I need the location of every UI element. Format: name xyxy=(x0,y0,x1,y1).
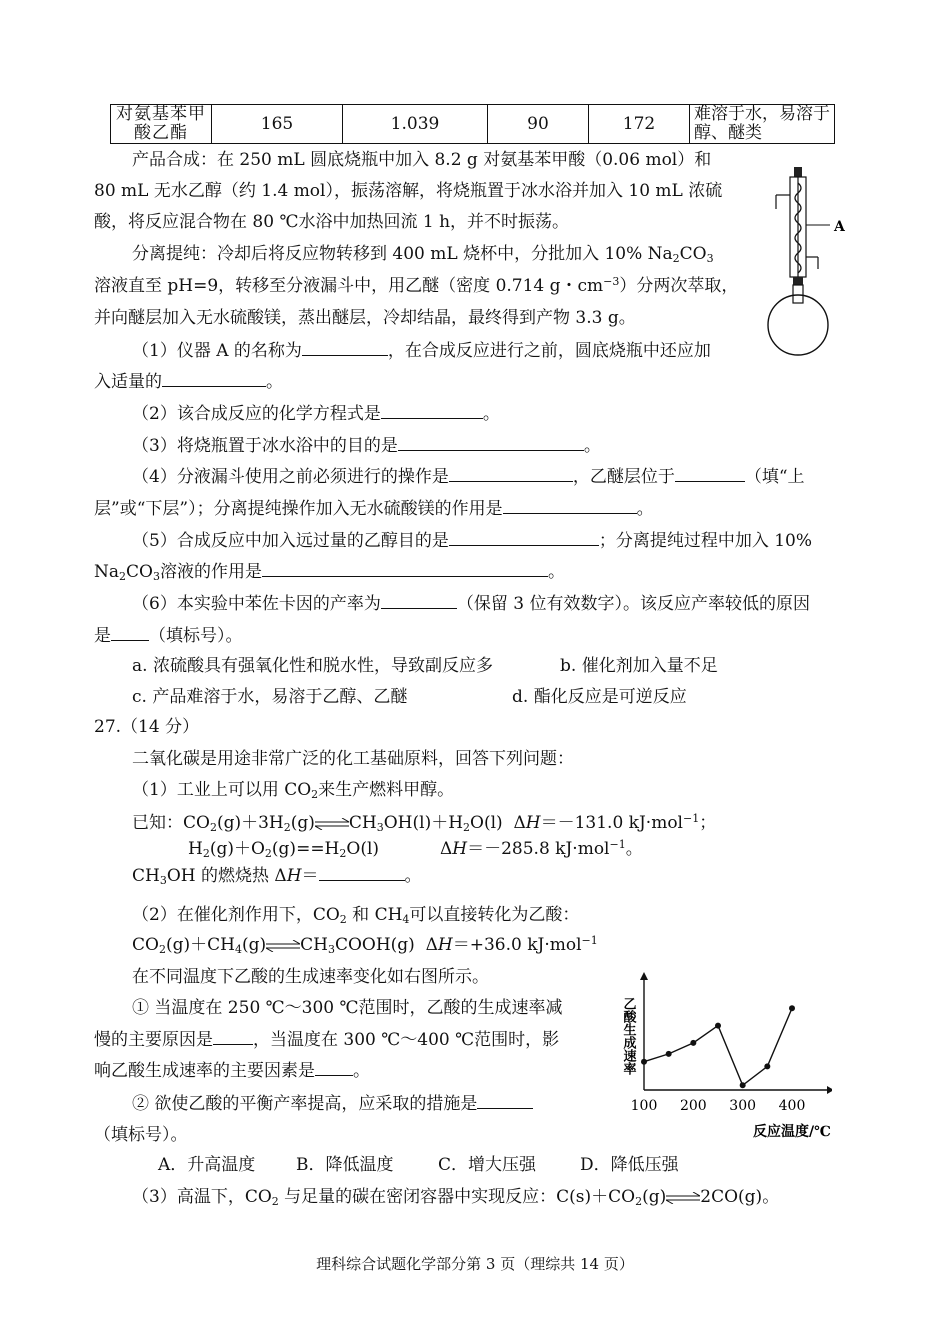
answer-blank[interactable] xyxy=(302,339,388,356)
option-C: C．增大压强 xyxy=(438,1155,537,1175)
question-1: （1）仪器 A 的名称为 ，在合成反应进行之前，圆底烧瓶中还应加 xyxy=(132,341,711,361)
equilibrium-arrow-icon xyxy=(315,818,349,830)
text-line: 溶液直至 pH=9，转移至分液漏斗中，用乙醚（密度 0.714 g・$cm^{-3}$）分两次萃取， xyxy=(94,275,739,296)
equation-1: 已知：$CO_2(g)+3H_2(g)$ $CH_3OH(l)+H_2O(l)$ ΔH＝－131.0 kJ·mol$^{-1}$； xyxy=(132,812,717,834)
x-tick-label: 200 xyxy=(679,1098,707,1114)
data-point xyxy=(764,1063,770,1069)
x-tick-label: 100 xyxy=(630,1098,658,1114)
question-3: （3）将烧瓶置于冰水浴中的目的是 。 xyxy=(132,436,601,456)
answer-blank[interactable] xyxy=(315,1059,353,1076)
data-point xyxy=(715,1023,721,1029)
answer-blank[interactable] xyxy=(398,434,584,451)
page-footer: 理科综合试题化学部分第 3 页（理综共 14 页） xyxy=(316,1255,634,1273)
series-line xyxy=(644,1008,792,1085)
table-row xyxy=(111,105,835,144)
answer-blank[interactable] xyxy=(477,1092,533,1109)
property-table xyxy=(110,104,835,144)
equilibrium-arrow-icon xyxy=(666,1192,700,1204)
table-cell-solubility: 难溶于水，易溶于醇、醚类 xyxy=(690,105,835,144)
problem-27-heading: 27.（14 分） xyxy=(94,717,200,737)
y-axis-arrow-icon xyxy=(640,972,648,980)
text-line: 酸，将反应混合物在 80 ℃水浴中加热回流 1 h，并不时振荡。 xyxy=(94,212,570,232)
apparatus-label-a: A xyxy=(834,219,845,235)
question-6-cont: 是 （填标号）。 xyxy=(94,626,243,646)
acetic-acid-rate-chart xyxy=(612,968,832,1143)
question-1-cont: 入适量的 。 xyxy=(94,372,283,392)
condition-2-cont: （填标号）。 xyxy=(94,1125,188,1145)
equation-3: $CO_2(g)+CH_4(g)$ $CH_3COOH(g)$ ΔH＝+36.0 kJ·mol$^{-1}$ xyxy=(132,934,598,956)
x-tick-label: 400 xyxy=(778,1098,806,1114)
option-c: c. 产品难溶于水，易溶于乙醇、乙醚 xyxy=(132,687,408,707)
question-2: （2）该合成反应的化学方程式是 。 xyxy=(132,404,500,424)
table-cell-name: 对氨基苯甲酸乙酯 xyxy=(111,105,212,144)
equation-2-dh: ΔH＝－285.8 kJ·mol$^{-1}$。 xyxy=(440,838,643,859)
condition-1: ① 当温度在 250 ℃～300 ℃范围时，乙酸的生成速率减 xyxy=(132,998,563,1018)
option-b: b. 催化剂加入量不足 xyxy=(560,656,718,676)
answer-blank[interactable] xyxy=(675,465,745,482)
sub-question-1: （1）工业上可以用 $CO_2$来生产燃料甲醇。 xyxy=(132,780,455,801)
data-point xyxy=(641,1059,647,1065)
answer-blank[interactable] xyxy=(111,624,149,641)
sub-question-2: （2）在催化剂作用下，$CO_2$ 和 $CH_4$可以直接转化为乙酸： xyxy=(132,905,580,926)
option-d: d. 酯化反应是可逆反应 xyxy=(512,687,687,707)
option-D: D．降低压强 xyxy=(580,1155,679,1175)
answer-blank[interactable] xyxy=(449,529,599,546)
question-5-cont: $Na_2CO_3$溶液的作用是 。 xyxy=(94,562,565,583)
answer-blank[interactable] xyxy=(319,864,405,881)
answer-blank[interactable] xyxy=(381,402,483,419)
x-axis-arrow-icon xyxy=(827,1086,832,1094)
question-4-cont: 层”或“下层”）；分离提纯操作加入无水硫酸镁的作用是 。 xyxy=(94,499,654,519)
burn-heat-question: $CH_3OH$ 的燃烧热 ΔH＝ 。 xyxy=(132,866,422,887)
table-cell: 172 xyxy=(589,105,690,144)
question-6: （6）本实验中苯佐卡因的产率为 （保留 3 位有效数字）。该反应产率较低的原因 xyxy=(132,594,810,614)
sub-question-3: （3）高温下，$CO_2$ 与足量的碳在密闭容器中实现反应：$C(s)+CO_2(g)$ 2CO(g)。 xyxy=(132,1187,780,1208)
data-point xyxy=(690,1040,696,1046)
answer-blank[interactable] xyxy=(213,1028,253,1045)
option-A: A．升高温度 xyxy=(158,1155,256,1175)
option-a: a. 浓硫酸具有强氧化性和脱水性，导致副反应多 xyxy=(132,656,493,676)
answer-blank[interactable] xyxy=(162,370,266,387)
condition-2: ② 欲使乙酸的平衡产率提高，应采取的措施是 xyxy=(132,1092,533,1115)
answer-blank[interactable] xyxy=(449,465,573,482)
text-line: 分离提纯：冷却后将反应物转移到 400 mL 烧杯中，分批加入 10% $Na_2CO_3$ xyxy=(132,244,714,265)
equilibrium-arrow-icon xyxy=(266,940,300,952)
text-line: 80 mL 无水乙醇（约 1.4 mol），振荡溶解，将烧瓶置于冰水浴并加入 10 mL 浓硫 xyxy=(94,181,723,201)
answer-blank[interactable] xyxy=(262,560,548,577)
table-cell: 165 xyxy=(212,105,343,144)
equation-2: $H_2(g)+O_2(g)==H_2O(l)$ xyxy=(188,839,380,860)
table-cell: 90 xyxy=(488,105,589,144)
condition-1-cont: 响乙酸生成速率的主要因素是 。 xyxy=(94,1061,370,1081)
data-point xyxy=(666,1051,672,1057)
text-line: 产品合成：在 250 mL 圆底烧瓶中加入 8.2 g 对氨基苯甲酸（0.06 mol）和 xyxy=(132,150,712,170)
text-line: 在不同温度下乙酸的生成速率变化如右图所示。 xyxy=(132,967,489,987)
reflux-apparatus-figure xyxy=(760,165,860,365)
question-4: （4）分液漏斗使用之前必须进行的操作是 ，乙醚层位于 （填“上 xyxy=(132,467,805,487)
answer-blank[interactable] xyxy=(503,497,637,514)
table-cell: 1.039 xyxy=(343,105,488,144)
question-5: （5）合成反应中加入远过量的乙醇目的是 ；分离提纯过程中加入 10% xyxy=(132,531,813,551)
y-axis-label: 乙酸生成速率 xyxy=(620,997,636,1075)
answer-blank[interactable] xyxy=(381,592,457,609)
text-line: 二氧化碳是用途非常广泛的化工基础原料，回答下列问题： xyxy=(132,749,574,769)
data-point xyxy=(740,1082,746,1088)
x-tick-label: 300 xyxy=(729,1098,757,1114)
text-line: 并向醚层加入无水硫酸镁，蒸出醚层，冷却结晶，最终得到产物 3.3 g。 xyxy=(94,308,636,328)
x-axis-label: 反应温度/℃ xyxy=(753,1124,831,1140)
data-point xyxy=(789,1005,795,1011)
option-B: B．降低温度 xyxy=(296,1155,394,1175)
condition-1-cont: 慢的主要原因是 ，当温度在 300 ℃～400 ℃范围时，影 xyxy=(94,1030,560,1050)
